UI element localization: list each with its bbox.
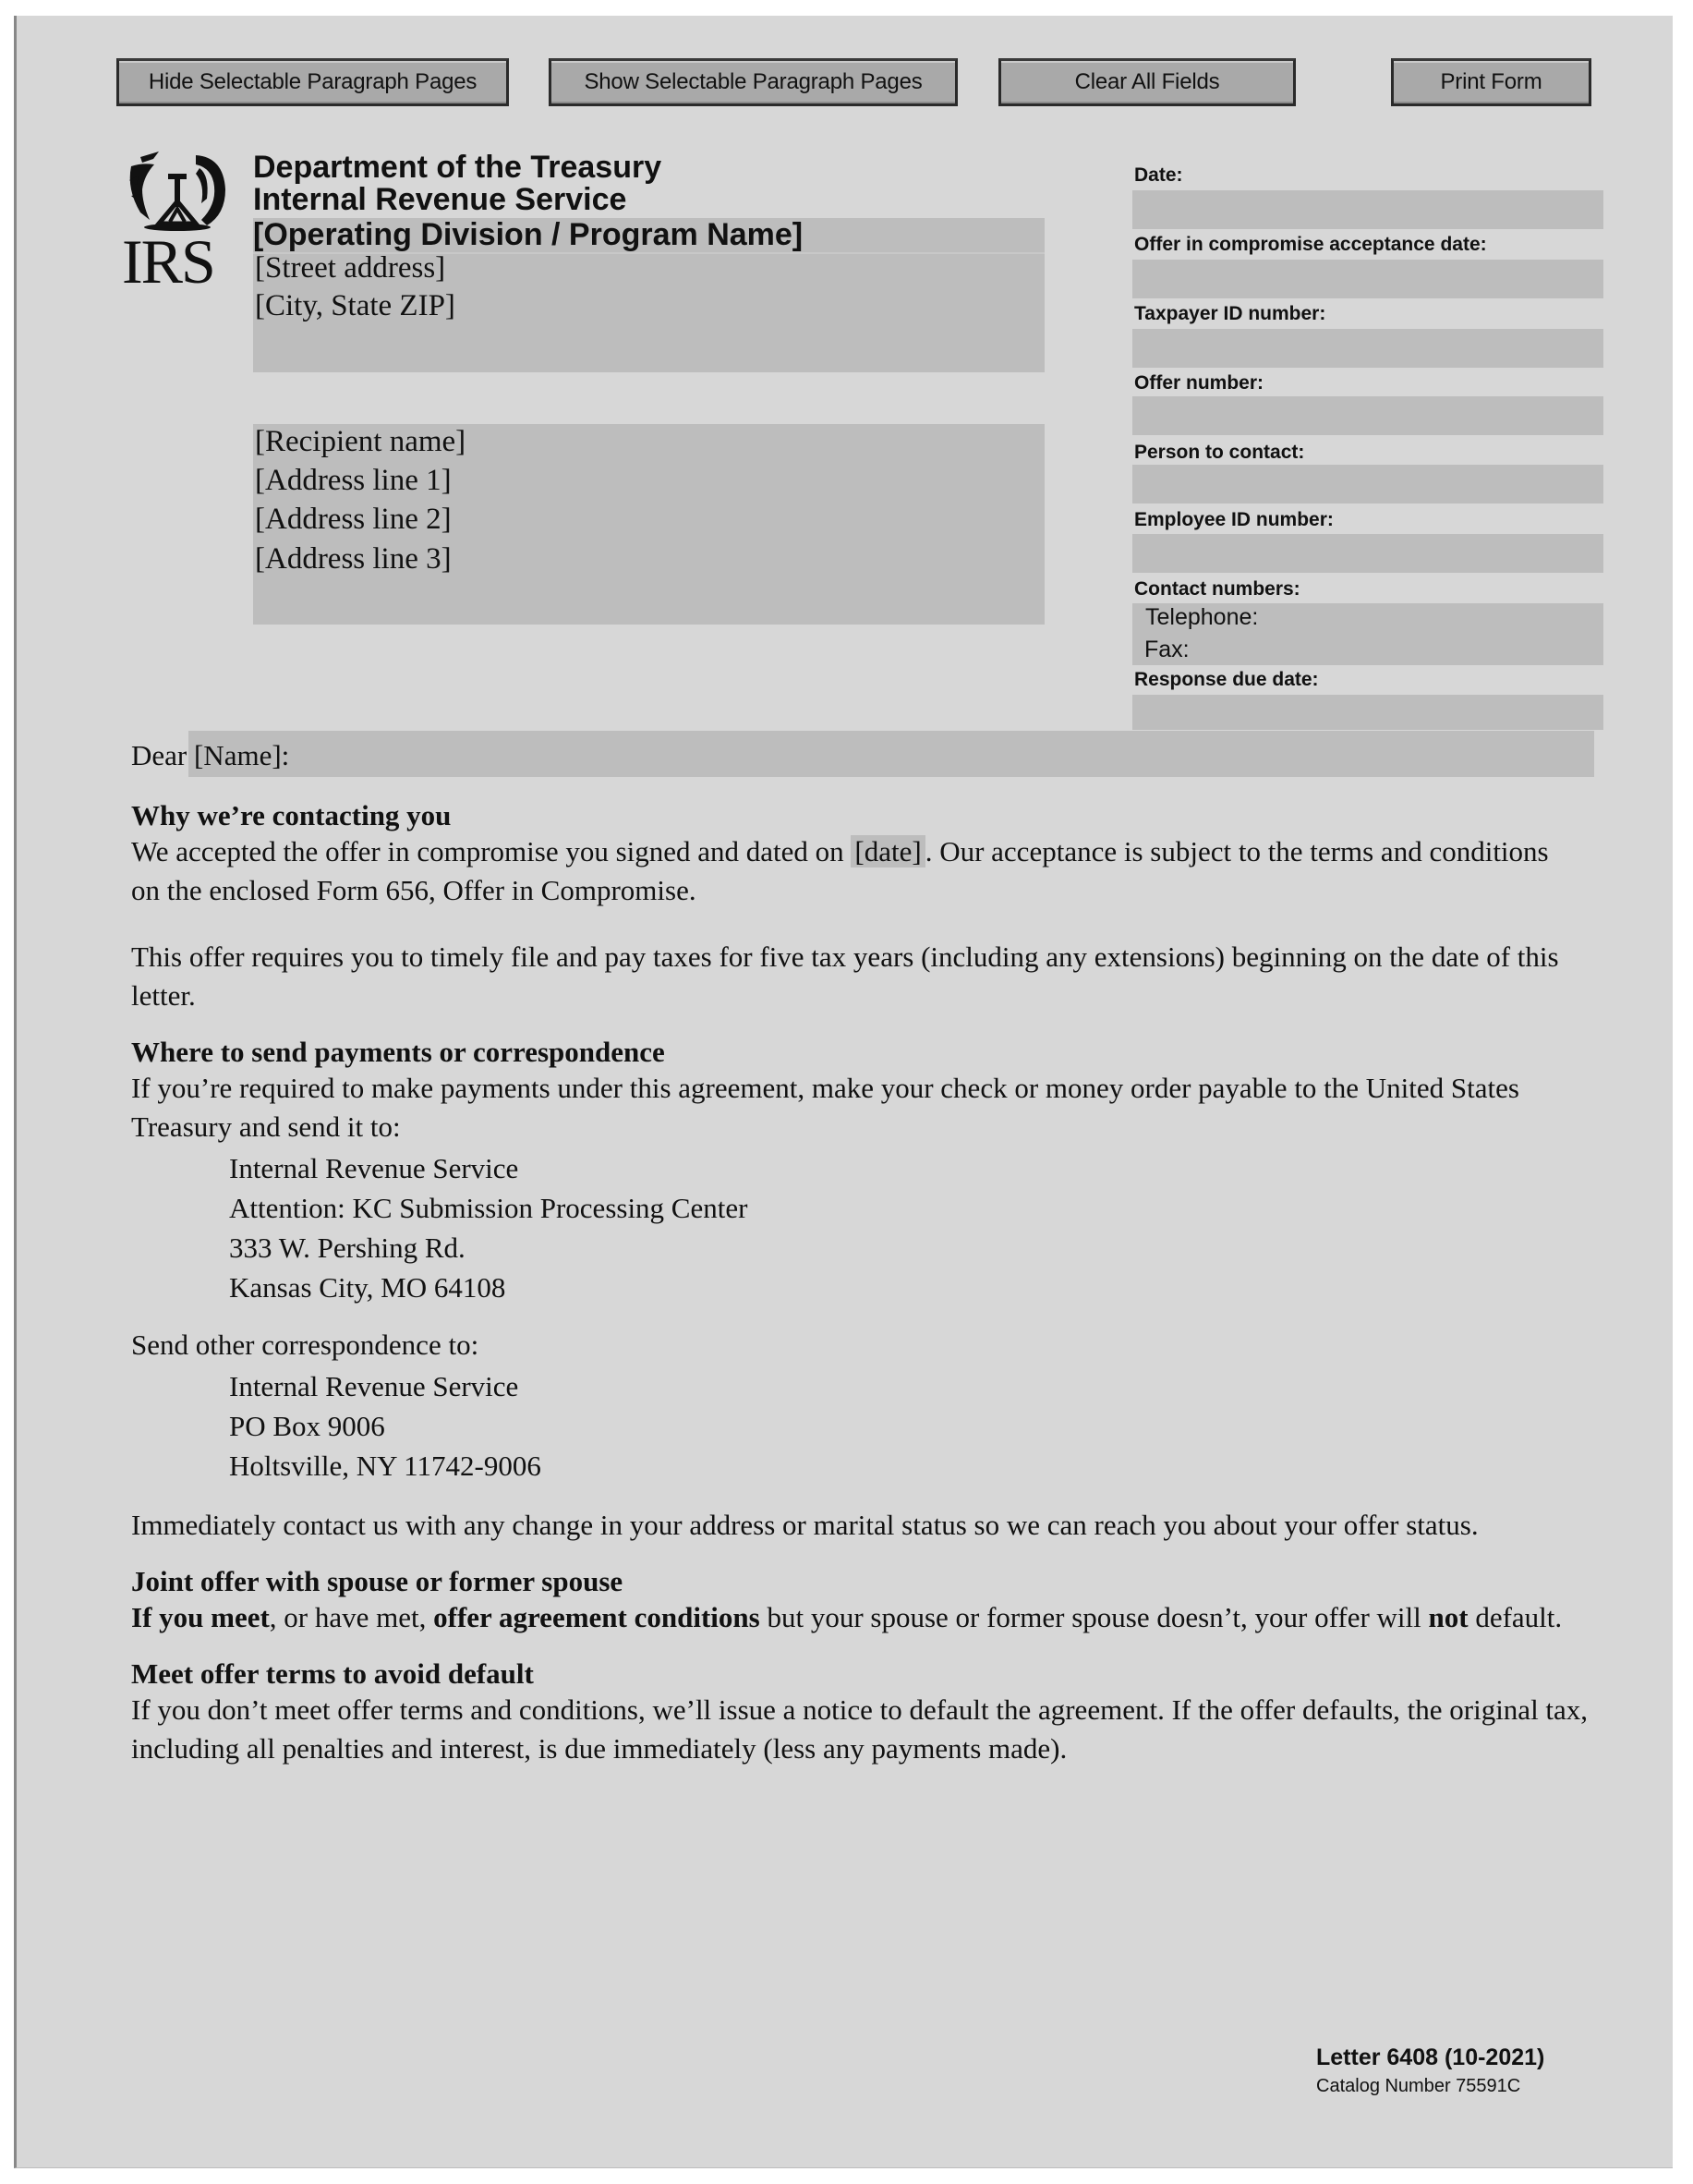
- correspondence-address-line: Holtsville, NY 11742-9006: [229, 1450, 541, 1482]
- joint-text-3: default.: [1468, 1601, 1563, 1633]
- meet-paragraph: If you don’t meet offer terms and conditions, we’ll issue a notice to default the agreement. If the offer defaults, the original tax, including all penalties and interest, is due immediately (less any payments made).: [131, 1693, 1589, 1765]
- where-heading: Where to send payments or correspondence: [131, 1036, 665, 1068]
- division-name: [Operating Division / Program Name]: [253, 217, 804, 252]
- salutation: [131, 736, 289, 775]
- offer-number-label: Offer number:: [1134, 372, 1264, 394]
- salutation-dear: Dear: [131, 739, 187, 771]
- irs-logo: [122, 148, 231, 305]
- correspondence-address-line: PO Box 9006: [229, 1410, 385, 1442]
- why-p1-text-end: . Our acceptance is subject to the terms and conditions on the enclosed Form 656, Offer in Compromise.: [131, 835, 1549, 906]
- acceptance-date-label: Offer in compromise acceptance date:: [1134, 234, 1487, 255]
- meet-heading: Meet offer terms to avoid default: [131, 1657, 534, 1690]
- employee-id-label: Employee ID number:: [1134, 509, 1334, 530]
- joint-heading: Joint offer with spouse or former spouse: [131, 1565, 623, 1597]
- recipient-name: [Recipient name]: [255, 425, 466, 458]
- city-state-zip: [City, State ZIP]: [255, 289, 455, 322]
- taxpayer-id-field[interactable]: [1132, 329, 1603, 368]
- payment-address-line: Internal Revenue Service: [229, 1152, 519, 1184]
- agency-name: Internal Revenue Service: [253, 182, 627, 217]
- department-name: Department of the Treasury: [253, 150, 662, 185]
- address-line-2: [Address line 2]: [255, 503, 452, 536]
- response-due-date-field[interactable]: [1132, 695, 1603, 730]
- response-due-date-label: Response due date:: [1134, 669, 1319, 690]
- why-heading: Why we’re contacting you: [131, 799, 452, 831]
- hide-selectable-paragraph-pages-button[interactable]: [116, 58, 509, 106]
- catalog-number: Catalog Number 75591C: [1316, 2076, 1521, 2096]
- joint-text-2: but your spouse or former spouse doesn’t, your offer will: [759, 1601, 1429, 1633]
- street-address: [Street address]: [255, 251, 446, 285]
- other-correspondence: Send other correspondence to:: [131, 1329, 479, 1361]
- letter-page: [14, 16, 1673, 2168]
- clear-all-fields-button[interactable]: [998, 58, 1296, 106]
- address-line-3: [Address line 3]: [255, 542, 452, 576]
- salutation-name: [Name]: [193, 739, 282, 771]
- acceptance-date-field[interactable]: [1132, 260, 1603, 298]
- where-paragraph: If you’re required to make payments under this agreement, make your check or money order payable to the United States Treasury and send it to:: [131, 1072, 1519, 1143]
- print-button-label: Print Form: [1440, 69, 1542, 94]
- salutation-name-field[interactable]: [188, 731, 1594, 777]
- date-field[interactable]: [1132, 190, 1603, 229]
- hide-button-label: Hide Selectable Paragraph Pages: [148, 69, 478, 94]
- why-p1-text: We accepted the offer in compromise you signed and dated on: [131, 835, 844, 868]
- print-form-button[interactable]: [1391, 58, 1591, 106]
- clear-button-label: Clear All Fields: [1074, 69, 1220, 94]
- person-to-contact-label: Person to contact:: [1134, 442, 1305, 463]
- payment-address-line: Attention: KC Submission Processing Center: [229, 1192, 748, 1224]
- correspondence-address-line: Internal Revenue Service: [229, 1370, 519, 1402]
- payment-address: [131, 1148, 1609, 1307]
- taxpayer-id-label: Taxpayer ID number:: [1134, 303, 1326, 324]
- correspondence-address: [131, 1366, 1609, 1486]
- person-to-contact-field[interactable]: [1132, 465, 1603, 504]
- joint-paragraph: [131, 1598, 1572, 1637]
- date-label: Date:: [1134, 164, 1183, 186]
- irs-eagle-icon: [122, 148, 231, 231]
- letter-number: Letter 6408 (10-2021): [1316, 2044, 1545, 2070]
- employee-id-field[interactable]: [1132, 534, 1603, 573]
- date-inline-field[interactable]: [date]: [851, 835, 925, 868]
- show-button-label: Show Selectable Paragraph Pages: [584, 69, 923, 94]
- immediately-paragraph: Immediately contact us with any change in your address or marital status so we can reach you about your offer status.: [131, 1509, 1479, 1541]
- irs-logo-text: IRS: [122, 226, 214, 297]
- fax-label: Fax:: [1144, 637, 1190, 662]
- joint-bold-3: not: [1428, 1601, 1469, 1633]
- why-paragraph-2: This offer requires you to timely file and pay taxes for five tax years (including any extensions) beginning on the date of this letter.: [131, 940, 1559, 1012]
- letter-body: [131, 799, 1609, 1768]
- joint-text-1: , or have met,: [269, 1601, 434, 1633]
- payment-address-line: Kansas City, MO 64108: [229, 1271, 506, 1304]
- why-paragraph-1: [131, 832, 1572, 910]
- joint-bold-1: If you meet: [131, 1601, 270, 1633]
- show-selectable-paragraph-pages-button[interactable]: [549, 58, 958, 106]
- payment-address-line: 333 W. Pershing Rd.: [229, 1232, 466, 1264]
- contact-numbers-label: Contact numbers:: [1134, 578, 1300, 600]
- telephone-label: Telephone:: [1145, 604, 1259, 630]
- offer-number-field[interactable]: [1132, 396, 1603, 435]
- address-line-1: [Address line 1]: [255, 464, 452, 497]
- salutation-colon: :: [281, 739, 290, 771]
- joint-bold-2: offer agreement conditions: [433, 1601, 760, 1633]
